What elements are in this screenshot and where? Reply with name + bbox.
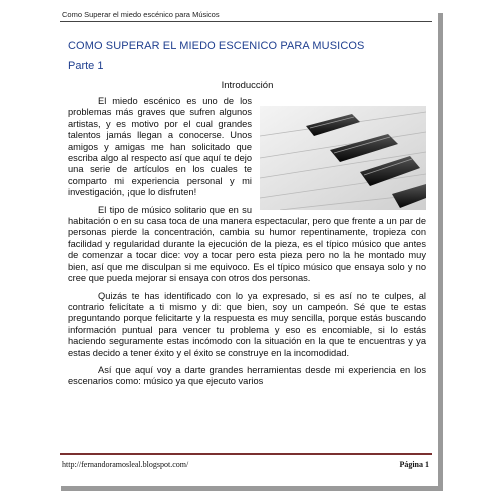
footer-rule <box>60 453 432 455</box>
paragraph: El miedo escénico es uno de los problemas más graves que sufren algunos artistas, y es motivo por el cual grandes talentos jamás llegan a conocerse. Unos amigos y amigas me han solicitado que escriba algo al respecto así que aquí te dejo una serie de artículos en los cuales te comparto mi experiencia personal y mi investigación, ¡que lo disfruten! <box>68 96 252 198</box>
paragraph: El tipo de músico solitario que en su habitación o en su casa toca de una manera espectacular, pero que frente a un par de personas pierde la concentración, cambia su humor repentinamente, tropieza con facilidad y regularidad durante la ejecución de la pieza, es el típico músico que antes de comenzar a tocar dice: voy a tocar pero esta pieza pero no la he montado muy bien, así que me disculpan si me equivoco. Es el típico músico que ensaya solo y no cree que pueda mejorar si ensaya con otros dos personas. <box>68 204 426 284</box>
footer-url: http://fernandoramosleal.blogspot.com/ <box>62 460 189 469</box>
part-label: Parte 1 <box>68 60 104 72</box>
piano-keys-photo <box>260 106 426 210</box>
paragraph: Así que aquí voy a darte grandes herramientas desde mi experiencia en los escenarios como: músico ya que ejecuto varios <box>68 364 426 387</box>
document-title: COMO SUPERAR EL MIEDO ESCENICO PARA MUSICOS <box>68 40 365 52</box>
page-number: Página 1 <box>399 460 429 469</box>
paragraph: Quizás te has identificado con lo ya expresado, si es así no te culpes, al contrario felicítate a ti mismo y di: que bien, soy un campeón. Sé que te estas preguntando porque felicitarte y la respuesta es muy sencilla, porque estás buscando información puntual para vencer tu problema y eso es encomiable, si lo estás haciendo seguramente estas incómodo con la situación en la que te encuentras y ya estas decido a tener éxito y el éxito se construye en la incomodidad. <box>68 290 426 358</box>
body-text <box>68 96 426 394</box>
section-title: Introducción <box>221 80 274 91</box>
header-rule <box>60 21 432 22</box>
running-header: Como Superar el miedo escénico para Músicos <box>62 10 220 19</box>
